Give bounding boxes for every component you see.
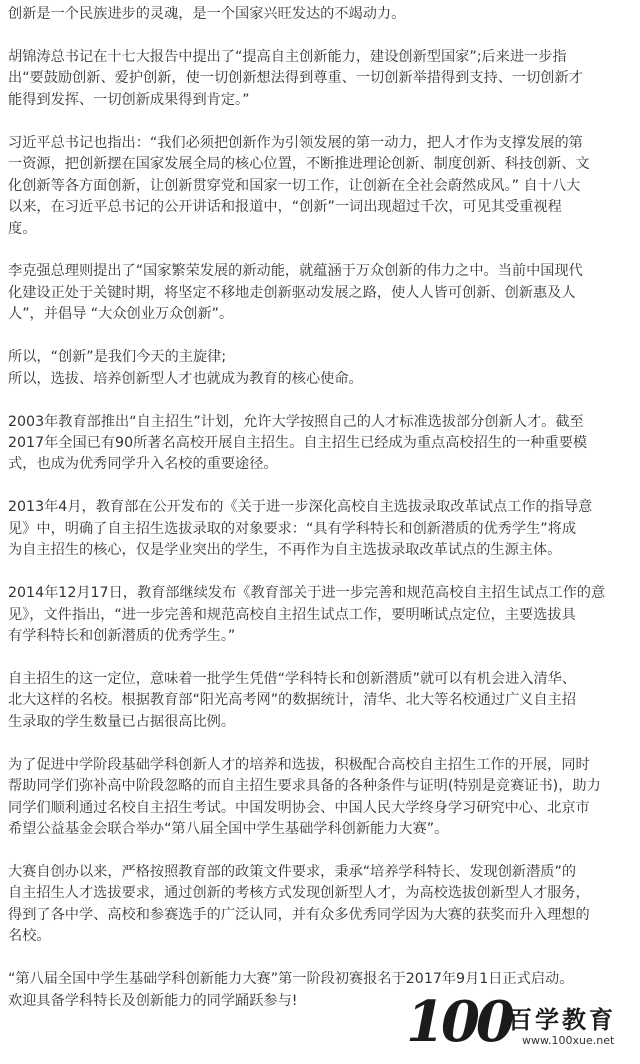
article-line: 生录取的学生数量已占据很高比例。 <box>8 713 236 730</box>
article-line: 欢迎具备学科特长及创新能力的同学踊跃参与! <box>8 992 298 1009</box>
article-line: 2017年全国已有90所著名高校开展自主招生。自主招生已经成为重点高校招生的一种重要模 <box>8 435 588 451</box>
article-line: 化创新等各方面创新，让创新贯穿党和国家一切工作，让创新在全社会蔚然成风。” 自十八大 <box>8 177 581 194</box>
article-line: 同学们顺利通过名校自主招生考试。中国发明协会、中国人民大学终身学习研究中心、北京市 <box>8 799 590 816</box>
article-line: 式，也成为优秀同学升入名校的重要途径。 <box>8 456 278 473</box>
article-line: 以来，在习近平总书记的公开讲话和报道中，“创新”一词出现超过千次，可见其受重视程 <box>8 199 562 216</box>
article-line: 见》，文件指出，“进一步完善和规范高校自主招生试点工作，要明晰试点定位，主要选拔具 <box>8 606 576 623</box>
watermark-url: www.100xue.net <box>522 1034 615 1047</box>
article-line: 创新是一个民族进步的灵魂，是一个国家兴旺发达的不竭动力。 <box>8 6 406 22</box>
article-line: 自主招生人才选拔要求，通过创新的考核方式发现创新型人才，为高校选拔创新型人才服务， <box>8 885 590 902</box>
article-line: 有学科特长和创新潜质的优秀学生。” <box>8 628 236 645</box>
article-line: 胡锦涛总书记在十七大报告中提出了“提高自主创新能力，建设创新型国家”;后来进一步指 <box>8 48 567 65</box>
article-line: 为了促进中学阶段基础学科创新人才的培养和选拔，积极配合高校自主招生工作的开展，同时 <box>8 756 590 773</box>
article-line: 出“要鼓励创新、爱护创新，使一切创新想法得到尊重、一切创新举措得到支持、一切创新才 <box>8 70 583 87</box>
article-line: 习近平总书记也指出：“我们必须把创新作为引领发展的第一动力，把人才作为支撑发展的第 <box>8 134 583 151</box>
article-line: 人”，并倡导 “大众创业万众创新”。 <box>8 306 234 323</box>
article-line: 为自主招生的核心，仅是学业突出的学生，不再作为自主选拔录取改革试点的生源主体。 <box>8 542 562 559</box>
article-line: 所以，“创新”是我们今天的主旋律; <box>8 349 227 366</box>
article-line: 帮助同学们弥补高中阶段忽略的而自主招生要求具备的各种条件与证明(特别是竞赛证书)，助力 <box>8 778 601 795</box>
watermark-logo <box>404 990 640 1064</box>
article-line: 2014年12月17日，教育部继续发布《教育部关于进一步完善和规范高校自主招生试点工作的意 <box>8 585 606 602</box>
article-line: 李克强总理则提出了“国家繁荣发展的新动能，就蕴涵于万众创新的伟力之中。当前中国现代 <box>8 263 583 280</box>
article-line: 2013年4月，教育部在公开发布的《关于进一步深化高校自主选拔录取改革试点工作的指导意 <box>8 499 593 516</box>
article-line: 一资源，把创新摆在国家发展全局的核心位置，不断推进理论创新、制度创新、科技创新、文 <box>8 156 590 173</box>
article-line: 大赛自创办以来，严格按照教育部的政策文件要求，秉承“培养学科特长、发现创新潜质”的 <box>8 864 577 880</box>
article-line: 所以，选拔、培养创新型人才也就成为教育的核心使命。 <box>8 370 363 387</box>
article-line: 能得到发挥、一切创新成果得到肯定。” <box>8 91 250 108</box>
article-line: 得到了各中学、高校和参赛选手的广泛认同，并有众多优秀同学因为大赛的获奖而升入理想的 <box>8 906 590 923</box>
article-line: 度。 <box>8 220 37 237</box>
article-line: 见》中，明确了自主招生选拔录取的对象要求：“具有学科特长和创新潜质的优秀学生”将成 <box>8 520 577 537</box>
article-line: 希望公益基金会联合举办“第八届全国中学生基础学科创新能力大赛”。 <box>8 821 449 838</box>
watermark-brand: 百学教育 <box>508 1006 616 1034</box>
article-line: 自主招生的这一定位，意味着一批学生凭借“学科特长和创新潜质”就可以有机会进入清华、 <box>8 670 577 687</box>
watermark-number: 100 <box>406 989 511 1055</box>
article-line: 名校。 <box>8 928 51 945</box>
article-line: 化建设正处于关键时期，将坚定不移地走创新驱动发展之路，使人人皆可创新、创新惠及人 <box>8 284 576 301</box>
article-line: 2003年教育部推出“自主招生”计划，允许大学按照自己的人才标准选拔部分创新人才。截至 <box>8 413 584 430</box>
article-line: 北大这样的名校。根据教育部“阳光高考网”的数据统计，清华、北大等名校通过广义自主招 <box>8 692 577 709</box>
article-line: “第八届全国中学生基础学科创新能力大赛”第一阶段初赛报名于2017年9月1日正式启动。 <box>8 971 574 988</box>
